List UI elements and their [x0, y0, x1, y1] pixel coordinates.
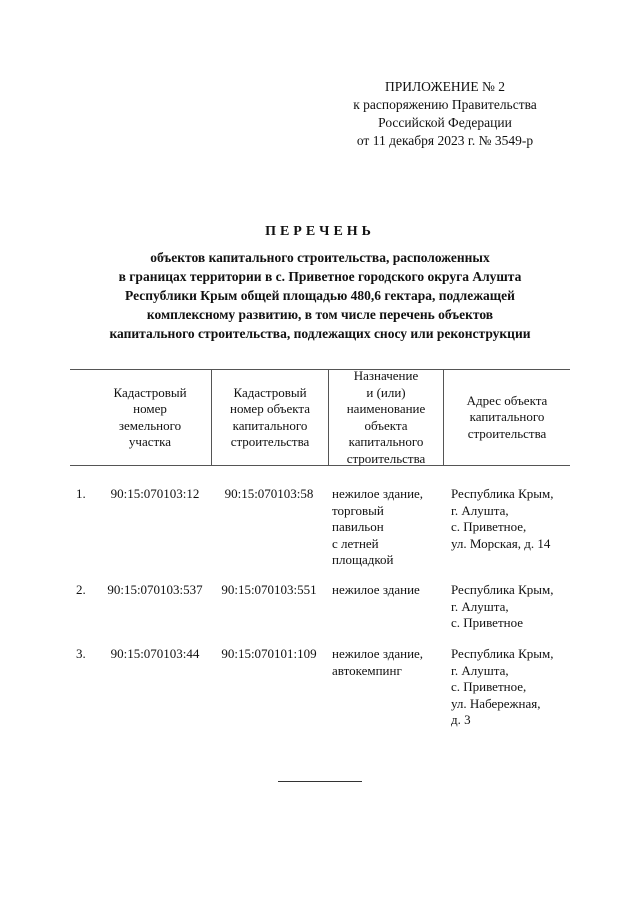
table-header-bottom-border	[70, 465, 570, 466]
address-line: г. Алушта,	[451, 662, 509, 678]
row-number: 1.	[76, 486, 86, 501]
header-line: строительства	[230, 434, 310, 449]
end-of-document-rule	[278, 781, 362, 782]
purpose-line: с летней	[332, 535, 379, 551]
address-line: с. Приветное,	[451, 519, 527, 534]
header-line: номер	[133, 401, 167, 416]
header-line: Кадастровый	[233, 384, 307, 400]
header-line: капитального	[469, 409, 545, 425]
object-cadastral-number: 90:15:070101:109	[221, 646, 317, 661]
object-address	[451, 486, 571, 552]
purpose-line: павильон	[332, 519, 384, 534]
header-line: Адрес объекта	[466, 392, 548, 408]
object-cadastral-number: 90:15:070103:551	[221, 582, 317, 597]
header-line: объекта	[364, 417, 408, 433]
header-line: и (или)	[366, 384, 406, 400]
object-address	[451, 646, 571, 729]
header-line: наименование	[346, 401, 426, 416]
purpose-line: торговый	[332, 502, 384, 518]
header-line: земельного	[118, 417, 182, 433]
land-cadastral-number: 90:15:070103:12	[110, 486, 200, 501]
address-line: д. 3	[451, 712, 471, 727]
document-subtitle	[60, 248, 580, 343]
document-title: ПЕРЕЧЕНЬ	[265, 224, 375, 239]
object-cadastral-number: 90:15:070103:58	[224, 486, 314, 501]
header-line: Назначение	[353, 368, 419, 383]
appendix-header	[330, 78, 560, 150]
object-purpose	[332, 486, 442, 569]
purpose-line: площадкой	[332, 552, 394, 567]
header-line: капитального	[348, 434, 424, 449]
purpose-line: нежилое здание,	[332, 646, 424, 661]
header-line: строительства	[467, 425, 547, 441]
appendix-line: к распоряжению Правительства	[353, 97, 537, 112]
header-line: номер объекта	[230, 401, 310, 416]
row-number: 2.	[76, 582, 86, 597]
subtitle-line: объектов капитального строительства, расположенных	[150, 250, 490, 265]
header-address	[444, 370, 570, 465]
address-line: г. Алушта,	[451, 598, 509, 614]
subtitle-line: капитального строительства, подлежащих сносу или реконструкции	[109, 326, 531, 341]
object-purpose	[332, 582, 442, 599]
header-land-cadastral	[90, 370, 210, 465]
address-line: с. Приветное,	[451, 679, 527, 694]
purpose-line: нежилое здание	[332, 582, 420, 597]
header-purpose	[329, 370, 443, 465]
header-line: Кадастровый	[113, 384, 187, 400]
address-line: ул. Морская, д. 14	[451, 535, 551, 551]
appendix-line: от 11 декабря 2023 г. № 3549-р	[356, 133, 534, 148]
header-line: участка	[128, 434, 172, 449]
purpose-line: нежилое здание,	[332, 486, 424, 501]
address-line: г. Алушта,	[451, 502, 509, 518]
address-line: Республика Крым,	[451, 582, 554, 597]
land-cadastral-number: 90:15:070103:44	[110, 646, 200, 661]
address-line: Республика Крым,	[451, 646, 554, 661]
header-line: капитального	[232, 417, 308, 433]
address-line: с. Приветное	[451, 615, 524, 630]
purpose-line: автокемпинг	[332, 662, 402, 678]
subtitle-line: комплексному развитию, в том числе перечень объектов	[146, 307, 494, 322]
object-address	[451, 582, 571, 632]
subtitle-line: Республики Крым общей площадью 480,6 гектара, подлежащей	[125, 288, 515, 303]
subtitle-line: в границах территории в с. Приветное городского округа Алушта	[118, 269, 522, 284]
appendix-line: Российской Федерации	[378, 115, 512, 130]
appendix-line: ПРИЛОЖЕНИЕ № 2	[384, 79, 506, 94]
row-number: 3.	[76, 646, 86, 661]
header-line: строительства	[346, 450, 426, 466]
header-object-cadastral	[212, 370, 328, 465]
address-line: Республика Крым,	[451, 486, 554, 501]
land-cadastral-number: 90:15:070103:537	[107, 582, 203, 597]
object-purpose	[332, 646, 442, 679]
address-line: ул. Набережная,	[451, 695, 541, 711]
